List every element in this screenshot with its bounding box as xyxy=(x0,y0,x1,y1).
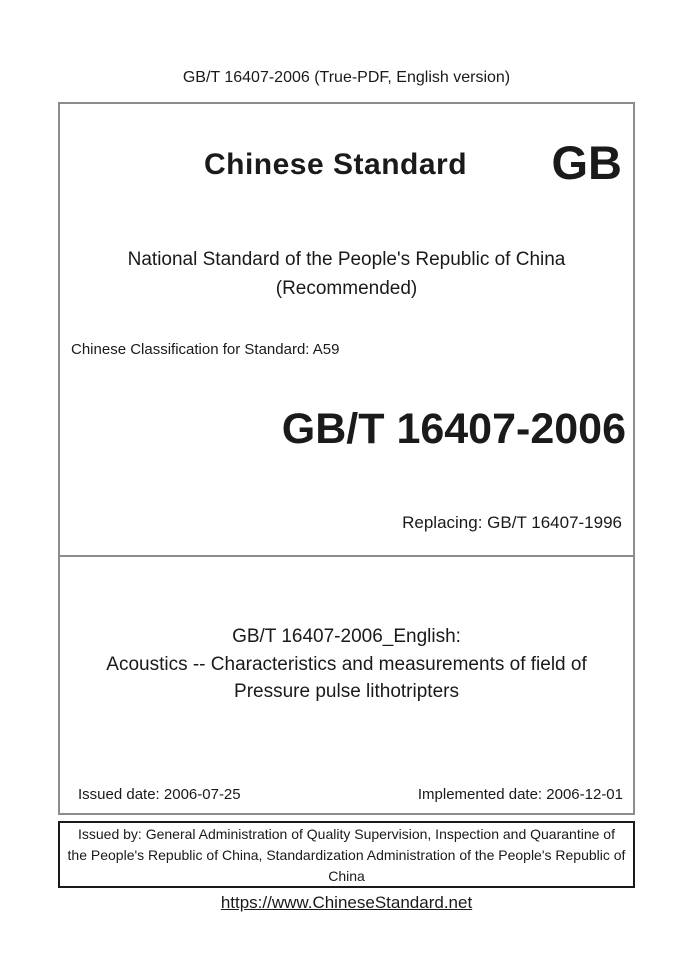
english-title-line-2: Acoustics -- Characteristics and measurements of field of xyxy=(106,653,587,675)
standard-number: GB/T 16407-2006 xyxy=(281,405,626,453)
issued-date: Issued date: 2006-07-25 xyxy=(78,786,241,803)
section-divider xyxy=(60,555,633,557)
recommended-line: (Recommended) xyxy=(275,278,418,299)
english-title-line-1: GB/T 16407-2006_English: xyxy=(232,626,461,647)
issuer-line-1: Issued by: General Administration of Quality Supervision, Inspection and Quarantine of xyxy=(78,826,615,842)
issuer-line-3: China xyxy=(328,868,365,884)
national-standard-line: National Standard of the People's Republic of China xyxy=(127,249,566,270)
page-header-title: GB/T 16407-2006 (True-PDF, English version) xyxy=(182,69,511,86)
english-title-line-3: Pressure pulse lithotripters xyxy=(234,681,459,702)
implemented-date: Implemented date: 2006-12-01 xyxy=(417,786,623,803)
cover-box xyxy=(58,102,635,815)
english-title-block xyxy=(60,623,633,706)
website-link[interactable]: https://www.ChineseStandard.net xyxy=(220,893,473,912)
gb-logo: GB xyxy=(551,136,622,189)
classification-line: Chinese Classification for Standard: A59 xyxy=(71,341,340,358)
page-footer xyxy=(0,893,693,913)
national-standard-block xyxy=(60,245,633,303)
replacing-line: Replacing: GB/T 16407-1996 xyxy=(402,513,622,532)
dates-row xyxy=(78,785,623,805)
brand-title: Chinese Standard xyxy=(203,148,468,181)
issuer-box xyxy=(58,821,635,888)
issuer-line-2: the People's Republic of China, Standardization Administration of the People's Republic of xyxy=(67,847,626,863)
